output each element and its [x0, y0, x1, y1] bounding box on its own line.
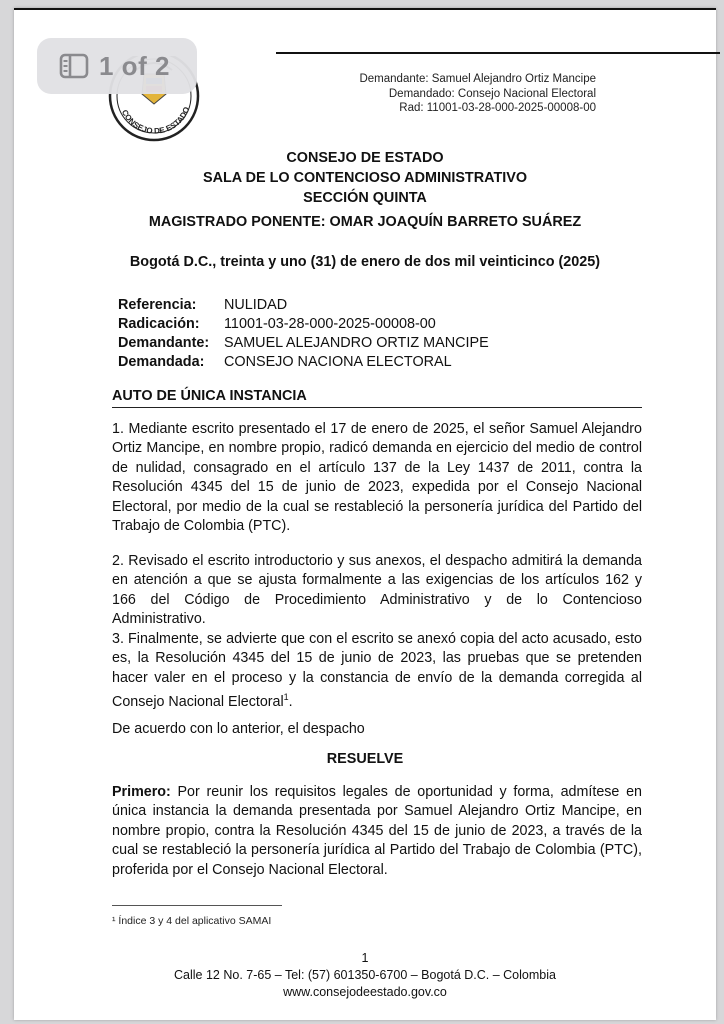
- footer-website[interactable]: www.consejodeestado.gov.co: [283, 985, 447, 999]
- court-titles: [14, 148, 716, 208]
- header-demandante: Demandante: Samuel Alejandro Ortiz Mancipe: [359, 73, 596, 85]
- ref-value: 11001-03-28-000-2025-00008-00: [224, 316, 436, 332]
- paragraph-3: [112, 630, 642, 712]
- footnote-ref[interactable]: 1: [283, 692, 289, 703]
- header-demandado: Demandado: Consejo Nacional Electoral: [388, 87, 596, 100]
- primero-label: Primero:: [112, 784, 171, 800]
- resolution-primero: [112, 783, 642, 880]
- ref-row: [118, 296, 489, 315]
- fecha: Bogotá D.C., treinta y uno (31) de enero de dos mil veinticinco (2025): [129, 254, 601, 270]
- title-sala: SALA DE LO CONTENCIOSO ADMINISTRATIVO: [202, 170, 528, 186]
- sidebar-pages-icon: [59, 53, 89, 79]
- footnote: ¹ Índice 3 y 4 del aplicativo SAMAI: [112, 915, 272, 927]
- resuelve-heading: RESUELVE: [326, 751, 404, 767]
- ref-row: [118, 353, 489, 372]
- ref-key: Radicación:: [118, 316, 200, 332]
- header-case-info: [359, 72, 596, 116]
- top-rule: [14, 8, 716, 10]
- ref-key: Referencia:: [118, 297, 197, 313]
- header-rule: [276, 52, 720, 54]
- footer-address: Calle 12 No. 7-65 – Tel: (57) 601350-6700 – Bogotá D.C. – Colombia: [174, 968, 556, 982]
- ref-value: SAMUEL ALEJANDRO ORTIZ MANCIPE: [224, 335, 489, 351]
- magistrado-ponente: MAGISTRADO PONENTE: OMAR JOAQUÍN BARRETO SUÁREZ: [148, 214, 582, 230]
- page-number: 1: [361, 951, 369, 965]
- footnote-rule: [112, 905, 282, 906]
- title-consejo: CONSEJO DE ESTADO: [286, 150, 444, 166]
- page-footer: [14, 950, 716, 1001]
- ref-key: Demandante:: [118, 335, 210, 351]
- ref-value: CONSEJO NACIONA ELECTORAL: [224, 354, 452, 370]
- title-seccion: SECCIÓN QUINTA: [303, 190, 427, 206]
- header-rad: Rad: 11001-03-28-000-2025-00008-00: [399, 102, 596, 114]
- primero-text: Por reunir los requisitos legales de oportunidad y forma, admítese en única instancia la demanda presentada por Samuel Alejandro Ortiz Mancipe, en nombre propio, contra la Resolución 4345 del 15 de junio de 2023, a través de la cual se restableció la personería jurídica al Partido del Trabajo de Colombia (PTC), proferida por el Consejo Nacional Electoral.: [112, 784, 642, 878]
- paragraph-4: De acuerdo con lo anterior, el despacho: [112, 721, 365, 737]
- document-page: [14, 8, 716, 1020]
- svg-text:CONSEJO DE ESTADO: CONSEJO DE ESTADO: [119, 105, 192, 136]
- ref-row: [118, 334, 489, 353]
- paragraph-2: 2. Revisado el escrito introductorio y sus anexos, el despacho admitirá la demanda en atención a que se ajusta formalmente a las exigencias de los artículos 162 y 166 del Código de Procedimiento Administrativo y de lo Contencioso Administrativo.: [112, 553, 642, 628]
- page-indicator[interactable]: [37, 38, 197, 94]
- page-indicator-label: 1 of 2: [99, 50, 170, 81]
- paragraph-1: 1. Mediante escrito presentado el 17 de enero de 2025, el señor Samuel Alejandro Ortiz Mancipe, en nombre propio, radicó demanda en ejercicio del medio de control de nulidad, consagrado en el artículo 137 de la Ley 1437 de 2011, contra la Resolución 4345 del 15 de junio de 2023, expedida por el Consejo Nacional Electoral, por medio de la cual se restableció la personería jurídica del Partido del Trabajo de Colombia (PTC).: [112, 421, 642, 535]
- ref-value: NULIDAD: [224, 297, 288, 313]
- auto-title: AUTO DE ÚNICA INSTANCIA: [112, 388, 307, 404]
- paragraph-3-end: .: [288, 693, 293, 710]
- paragraph-3-text: 3. Finalmente, se advierte que con el escrito se anexó copia del acto acusado, esto es, la Resolución 4345 del 15 de junio de 2023, las pruebas que se pretenden hacer valer en el proceso y la constancia de envío de la demanda corregida al Consejo Nacional Electoral: [112, 631, 642, 710]
- auto-title-rule: [112, 407, 642, 408]
- ref-row: [118, 315, 489, 334]
- ref-key: Demandada:: [118, 354, 205, 370]
- reference-block: [118, 296, 489, 372]
